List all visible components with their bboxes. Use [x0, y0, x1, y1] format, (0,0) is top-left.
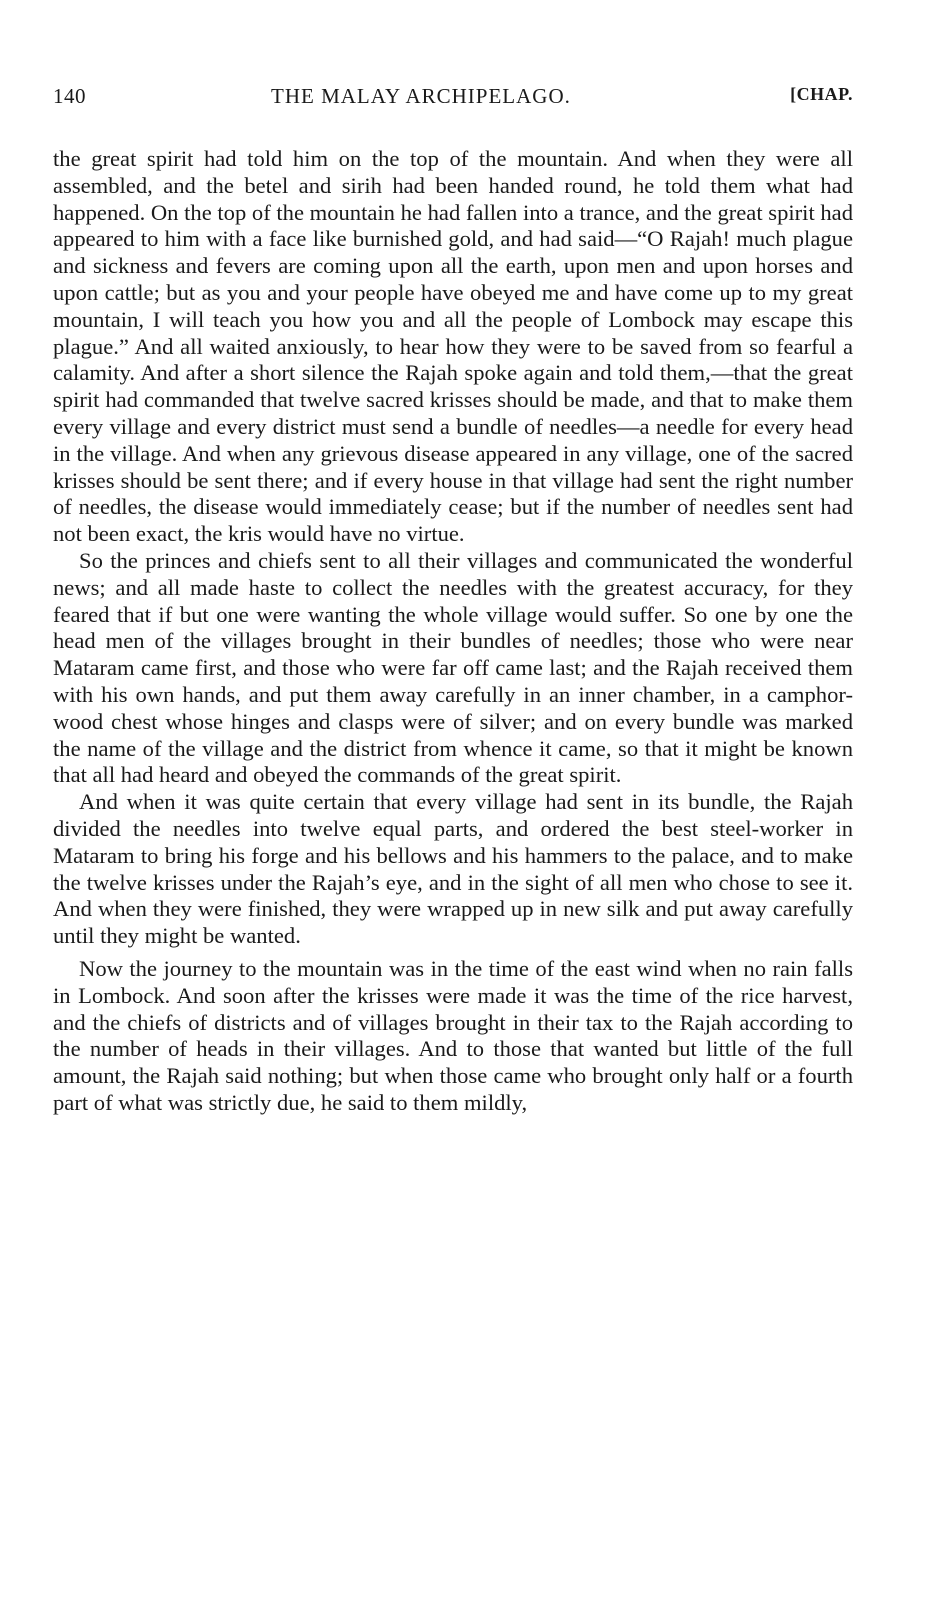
body-text [53, 146, 853, 1117]
book-title: THE MALAY ARCHIPELAGO. [271, 84, 571, 108]
chapter-mark: [CHAP. [790, 84, 853, 104]
page-number: 140 [53, 84, 86, 108]
paragraph-3: And when it was quite certain that every village had sent in its bundle, the Rajah divided the needles into twelve equal parts, and ordered the best steel-worker in Mataram to bring his forge and his bellows and his hammers to the palace, and to make the twelve krisses under the Rajah’s eye, and in the sight of all men who chose to see it. And when they were finished, they were wrapped up in new silk and put away carefully until they might be wanted. [53, 789, 853, 949]
paragraph-1: the great spirit had told him on the top of the mountain. And when they were all assembled, and the betel and sirih had been handed round, he told them what had happened. On the top of the mountain he had fallen into a trance, and the great spirit had appeared to him with a face like burnished gold, and had said—“O Rajah! much plague and sickness and fevers are coming upon all the earth, upon men and upon horses and upon cattle; but as you and your people have obeyed me and have come up to my great mountain, I will teach you how you and all the people of Lombock may escape this plague.” And all waited anxiously, to hear how they were to be saved from so fearful a calamity. And after a short silence the Rajah spoke again and told them,—that the great spirit had commanded that twelve sacred krisses should be made, and that to make them every village and every district must send a bundle of needles—a needle for every head in the village. And when any grievous disease appeared in any village, one of the sacred krisses should be sent there; and if every house in that village had sent the right number of needles, the disease would immediately cease; but if the number of needles sent had not been exact, the kris would have no virtue. [53, 146, 853, 547]
running-head [53, 84, 853, 114]
paragraph-4: Now the journey to the mountain was in the time of the east wind when no rain falls in Lombock. And soon after the krisses were made it was the time of the rice harvest, and the chiefs of districts and of villages brought in their tax to the Rajah according to the number of heads in their villages. And to those that wanted but little of the full amount, the Rajah said nothing; but when those came who brought only half or a fourth part of what was strictly due, he said to them mildly, [53, 955, 853, 1115]
book-page [53, 84, 853, 1117]
paragraph-2: So the princes and chiefs sent to all their villages and communicated the wonderful news; and all made haste to collect the needles with the greatest accuracy, for they feared that if but one were wanting the whole village would suffer. So one by one the head men of the villages brought in their bundles of needles; those who were near Mataram came first, and those who were far off came last; and the Rajah received them with his own hands, and put them away carefully in an inner chamber, in a camphor-wood chest whose hinges and clasps were of silver; and on every bundle was marked the name of the village and the district from whence it came, so that it might be known that all had heard and obeyed the commands of the great spirit. [53, 547, 853, 788]
